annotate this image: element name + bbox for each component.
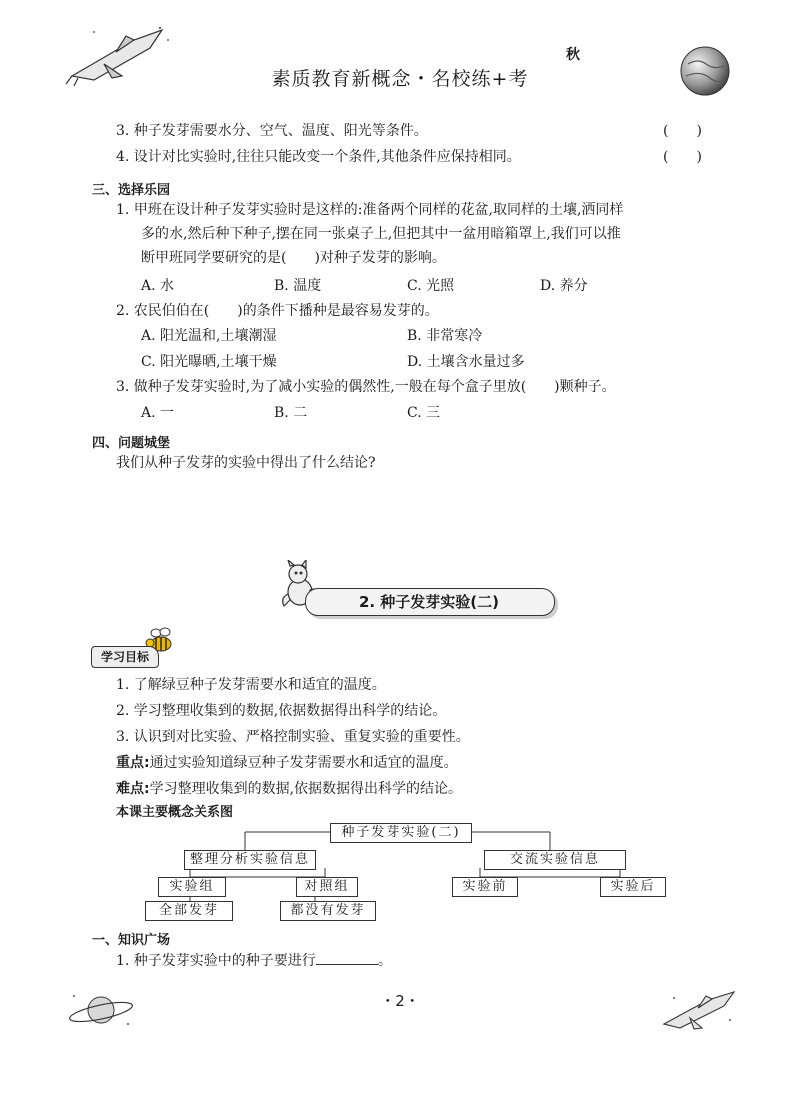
page-number: ・2・ xyxy=(380,992,420,1010)
knowledge-q1 xyxy=(116,950,392,972)
choice-q3-text: 3. 做种子发芽实验时,为了减小实验的偶然性,一般在每个盒子里放( )颗种子。 xyxy=(116,379,616,395)
season-label: 秋 xyxy=(566,47,580,63)
choice-q2-option-b[interactable]: B. 非常寒冷 xyxy=(407,328,483,344)
choice-q3-option-c[interactable]: C. 三 xyxy=(407,405,441,421)
knowledge-q1-blank[interactable] xyxy=(316,950,378,965)
concept-map-title: 本课主要概念关系图 xyxy=(116,805,234,820)
concept-before-node: 实验前 xyxy=(452,877,518,897)
choice-q3-option-b[interactable]: B. 二 xyxy=(274,405,308,421)
key-point-label: 重点: xyxy=(116,755,150,771)
choice-q3-option-a[interactable]: A. 一 xyxy=(141,405,175,421)
concept-control-group-node: 对照组 xyxy=(296,877,358,897)
section-heading-choice: 三、选择乐园 xyxy=(92,183,171,198)
concept-all-sprout-node: 全部发芽 xyxy=(145,901,233,921)
space-shuttle-footer-icon xyxy=(660,988,740,1032)
choice-q2-option-d[interactable]: D. 土壤含水量过多 xyxy=(407,354,525,370)
concept-right-node: 交流实验信息 xyxy=(484,850,626,870)
choice-q1-line-2: 多的水,然后种下种子,摆在同一张桌子上,但把其中一盆用暗箱罩上,我们可以推 xyxy=(141,226,621,242)
concept-after-node: 实验后 xyxy=(600,877,666,897)
judgement-answer-3[interactable]: ( ) xyxy=(663,123,702,139)
lesson-title: 2. 种子发芽实验(二) xyxy=(358,593,500,611)
judgement-item-3: 3. 种子发芽需要水分、空气、温度、阳光等条件。 xyxy=(116,123,428,139)
choice-q1-option-c[interactable]: C. 光照 xyxy=(407,278,455,294)
goal-item-3: 3. 认识到对比实验、严格控制实验、重复实验的重要性。 xyxy=(116,729,470,745)
knowledge-q1-text: 1. 种子发芽实验中的种子要进行 xyxy=(116,953,316,969)
learning-goals-tag: 学习目标 xyxy=(91,646,159,668)
choice-q1-option-a[interactable]: A. 水 xyxy=(141,278,175,294)
choice-q1-line-1: 1. 甲班在设计种子发芽实验时是这样的:准备两个同样的花盆,取同样的土壤,洒同样 xyxy=(116,202,624,218)
goal-item-1: 1. 了解绿豆种子发芽需要水和适宜的温度。 xyxy=(116,677,386,693)
goal-item-2: 2. 学习整理收集到的数据,依据数据得出科学的结论。 xyxy=(116,703,447,719)
knowledge-q1-suffix: 。 xyxy=(377,953,392,969)
difficult-point-text: 学习整理收集到的数据,依据数据得出科学的结论。 xyxy=(149,781,463,797)
concept-left-node: 整理分析实验信息 xyxy=(184,850,316,870)
judgement-item-4: 4. 设计对比实验时,往往只能改变一个条件,其他条件应保持相同。 xyxy=(116,149,521,165)
key-point-text: 通过实验知道绿豆种子发芽需要水和适宜的温度。 xyxy=(149,755,458,771)
concept-none-sprout-node: 都没有发芽 xyxy=(280,901,376,921)
section-heading-knowledge: 一、知识广场 xyxy=(92,933,171,948)
difficult-point-label: 难点: xyxy=(116,781,150,797)
globe-icon xyxy=(678,44,732,98)
choice-q2-text: 2. 农民伯伯在( )的条件下播种是最容易发芽的。 xyxy=(116,303,439,319)
problem-question: 我们从种子发芽的实验中得出了什么结论? xyxy=(116,455,376,471)
choice-q2-option-c[interactable]: C. 阳光曝晒,土壤干燥 xyxy=(141,354,277,370)
key-point xyxy=(116,752,458,774)
concept-experimental-group-node: 实验组 xyxy=(158,877,226,897)
difficult-point xyxy=(116,778,462,800)
section-heading-problem: 四、问题城堡 xyxy=(92,436,171,451)
choice-q1-line-3: 断甲班同学要研究的是( )对种子发芽的影响。 xyxy=(141,250,446,266)
choice-q1-option-b[interactable]: B. 温度 xyxy=(274,278,322,294)
page-header-title: 素质教育新概念・名校练+考 xyxy=(271,68,529,90)
concept-root-node: 种子发芽实验(二) xyxy=(330,823,472,843)
choice-q2-option-a[interactable]: A. 阳光温和,土壤潮湿 xyxy=(141,328,277,344)
judgement-answer-4[interactable]: ( ) xyxy=(663,149,702,165)
choice-q1-option-d[interactable]: D. 养分 xyxy=(540,278,588,294)
